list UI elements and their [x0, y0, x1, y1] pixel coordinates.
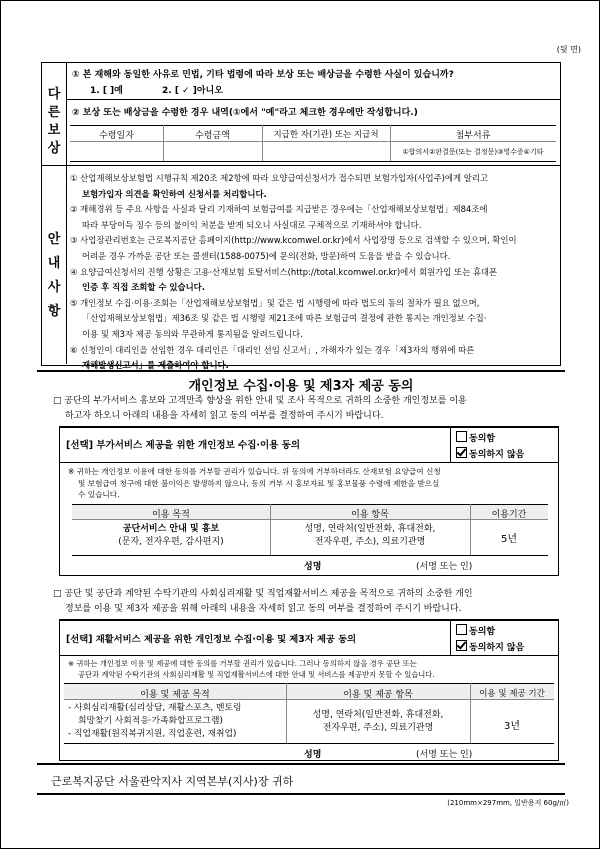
consent-2-title: [선택] 재활서비스 제공을 위한 개인정보 수집·이용 및 제3자 제공 동의: [66, 634, 357, 645]
receive-amount-field[interactable]: [163, 142, 262, 161]
guide-item-4: [70, 265, 558, 296]
signature-label: 성명: [304, 562, 322, 572]
guide-list: [70, 171, 558, 374]
purpose-line: - 직업재활(원직복귀지원, 직업훈련, 재취업): [68, 729, 237, 739]
items-line: 전자우편, 주소), 의료기관명: [322, 723, 434, 733]
option-no[interactable]: 2. [ ✓ ]아니오: [162, 86, 223, 96]
signature-note: (서명 또는 인): [416, 562, 473, 572]
note-line: ※ 귀하는 개인정보 이용 및 제공에 대한 동의를 거부할 권리가 있습니다. 그러나 동의하지 않을 경우 공단 또는: [68, 659, 417, 668]
consent-1-title: [선택] 부가서비스 제공을 위한 개인정보 수집·이용 동의: [66, 440, 301, 451]
side-char: 항: [47, 304, 61, 319]
intro-line: 정보를 이용 및 제3자 제공을 위해 아래의 내용을 자세히 읽고 동의 여부를 결정하여 주시기 바랍니다.: [65, 604, 462, 614]
addressee: 근로복지공단 서울관악지사 지역본부(지사)장 귀하: [51, 775, 294, 788]
signature-note: (서명 또는 인): [416, 750, 473, 760]
signature-label: 성명: [304, 750, 322, 760]
header-attachments: 첨부서류: [455, 131, 491, 141]
period-cell: 5년: [500, 534, 518, 545]
purpose-line: (문자, 전자우편, 감사편지): [118, 537, 224, 547]
agree-label: 동의함: [469, 434, 496, 444]
items-cell: [270, 523, 470, 549]
items-line: 성명, 연락처(일반전화, 휴대전화,: [312, 710, 444, 720]
col-items: 이용 및 제공 항목: [343, 690, 413, 700]
guide-line: ① 산업재해보상보험법 시행규칙 제20조 제2항에 따라 요양급여신청서가 접수되면 보험가입자(사업주)에게 알리고: [70, 173, 489, 183]
note-line: 공단과 계약된 수탁기관의 사회심리재활 및 직업재활서비스에 대한 안내 및 서비스를 제공받지 못할 수 있습니다.: [78, 670, 435, 679]
paper-spec: (210mm×297mm, 일반용지 60g/㎡): [447, 799, 569, 807]
consent-1-note: [68, 466, 556, 501]
guide-line: ④ 요양급여신청서의 진행 상황은 고용·산재보험 토탈서비스(http://total.kcomwel.or.kr)에서 회원가입 또는 휴대폰: [70, 266, 498, 277]
col-period: 이용 및 제공 기간: [479, 689, 545, 699]
purpose-cell: [68, 702, 286, 741]
items-line: 전자우편, 주소), 의료기관명: [314, 537, 426, 547]
consent-1-agree[interactable]: [456, 431, 495, 444]
guide-line: ② 재해경위 등 주요 사항을 사실과 달리 기재하여 보험급여를 지급받은 경우에는「산업재해보상보험법」제84조에: [70, 204, 488, 215]
items-line: 성명, 연락처(일반전화, 휴대전화,: [304, 524, 436, 534]
disagree-label: 동의하지 않음: [469, 450, 525, 460]
guide-line: 이용 및 제3자 제공 동의와 무관하게 통지됨을 알려드립니다.: [82, 328, 303, 339]
guide-section: [41, 166, 561, 371]
col-items: 이용 항목: [351, 510, 389, 520]
intro-line: □ 공단 및 공단과 계약된 수탁기관의 사회심리재활 및 직업재활서비스 제공을 목적으로 귀하의 소중한 개인: [53, 589, 473, 599]
consent-box-1: [59, 426, 559, 576]
receive-date-field[interactable]: [70, 142, 163, 161]
note-line: 수 있습니다.: [78, 490, 120, 499]
guide-line: 인증 후 직접 조회할 수 있습니다.: [82, 282, 205, 293]
note-line: 및 보험급여 청구에 대한 불이익은 발생하지 않으나, 동의 거부 시 홍보자료 및 홍보물품 수령에 제한을 받으실: [78, 478, 440, 488]
col-purpose: 이용 목적: [152, 510, 190, 520]
agree-label: 동의함: [469, 627, 496, 637]
side-char: 상: [47, 141, 61, 156]
attachment-options: ①합의서②판결문(또는 결정문)③영수증④기타: [402, 148, 544, 156]
side-char: 른: [47, 105, 61, 120]
purpose-line: 희망찾기 사회적응·가족화합프로그램): [78, 716, 223, 726]
side-char: 다: [47, 87, 61, 102]
guide-line: 어려운 경우 가까운 공단 또는 콜센터(1588-0075)에 문의(전화, 방문)하여 도움을 받을 수 있습니다.: [82, 250, 451, 261]
intro-line: 하고자 하오니 아래의 내용을 자세히 읽고 동의 여부를 결정하여 주시기 바랍니다.: [65, 411, 384, 421]
header-receive-date: 수령일자: [99, 131, 134, 141]
purpose-line: - 사회심리재활(심리상담, 재활스포츠, 멘토링: [68, 703, 242, 713]
other-compensation-section: [41, 62, 561, 166]
disagree-label: 동의하지 않음: [469, 643, 525, 653]
agree-checkbox[interactable]: [456, 431, 467, 442]
question-2: ② 보상 또는 배상금을 수령한 경우 내역(①에서 "예"라고 체크한 경우에만 작성합니다.): [72, 108, 418, 118]
guide-line: 보험가입자 의견을 확인하여 신청서를 처리합니다.: [82, 188, 267, 199]
guide-line: ③ 사업장관리번호는 근로복지공단 홈페이지(http://www.kcomwel.or.kr)에서 사업장명 등으로 검색할 수 있으며, 확인이: [70, 235, 517, 246]
side-char: 안: [47, 232, 61, 247]
guide-line: 재해발생신고서」를 제출하여야 합니다.: [82, 360, 229, 371]
header-payer: 지급한 자(기관) 또는 지급처: [273, 130, 379, 140]
guide-item-2: [70, 202, 558, 233]
period-cell: 3년: [503, 721, 521, 732]
disagree-checkbox[interactable]: [456, 640, 467, 651]
consent-2-agree[interactable]: [456, 624, 495, 637]
items-cell: [286, 709, 470, 735]
payer-field[interactable]: [262, 142, 390, 161]
signature-field[interactable]: [332, 557, 412, 571]
privacy-intro-2: [53, 587, 573, 617]
col-purpose: 이용 및 제공 목적: [140, 690, 210, 700]
note-line: ※ 귀하는 개인정보 이용에 대한 동의를 거부할 권리가 있습니다. 위 동의에 거부하더라도 산재보험 요양급여 신청: [68, 467, 441, 476]
question-1: ① 본 재해와 동일한 사유로 민법, 기타 법령에 따라 보상 또는 배상금을 수령한 사실이 있습니까?: [72, 70, 454, 80]
guide-line: 「산업재해보상보험법」제36조 및 같은 법 시행령 제21조에 따른 보험급여 결정에 관한 통지는 개인정보 수집·: [82, 313, 487, 324]
purpose-cell: [72, 523, 270, 549]
header-receive-amount: 수령금액: [195, 131, 230, 141]
signature-field[interactable]: [332, 745, 412, 759]
intro-line: □ 공단의 부가서비스 홍보와 고객만족 향상을 위한 안내 및 조사 목적으로 귀하의 소중한 개인정보를 이용: [53, 396, 467, 406]
consent-2-disagree[interactable]: [456, 640, 524, 653]
option-yes[interactable]: 1. [ ]예: [90, 86, 123, 96]
compensation-table: [70, 125, 556, 162]
guide-item-1: [70, 171, 558, 202]
consent-box-2: [59, 619, 559, 761]
guide-line: ⑥ 신청인이 대리인을 선임한 경우 대리인은「대리인 선임 신고서」, 가해자가 있는 경우「제3자의 행위에 따른: [70, 344, 475, 355]
side-char: 내: [47, 256, 61, 271]
side-char: 사: [47, 280, 61, 295]
privacy-intro-1: [53, 394, 573, 424]
guide-line: 따라 부당이득 징수 등의 불이익 처분을 받게 되오니 사실대로 구체적으로 기재하셔야 합니다.: [82, 219, 422, 230]
consent-2-note: [68, 658, 556, 680]
guide-item-5: [70, 296, 558, 343]
disagree-checkbox[interactable]: [456, 447, 467, 458]
purpose-line: 공단서비스 안내 및 홍보: [122, 524, 220, 534]
paper-spec-text: 210mm×297mm, 일반용지 60g/㎡: [449, 799, 567, 807]
consent-1-disagree[interactable]: [456, 447, 524, 460]
guide-line: ⑤ 개인정보 수집·이용·조회는「산업재해보상보험법」및 같은 법 시행령에 따라 법도의 동의 절차가 필요 없으며,: [70, 297, 480, 308]
page-label: (뒷 면): [556, 45, 581, 54]
guide-item-3: [70, 233, 558, 264]
col-period: 이용기간: [491, 510, 527, 520]
privacy-title: 개인정보 수집·이용 및 제3자 제공 동의: [188, 379, 414, 394]
agree-checkbox[interactable]: [456, 624, 467, 635]
side-char: 보: [47, 123, 61, 138]
